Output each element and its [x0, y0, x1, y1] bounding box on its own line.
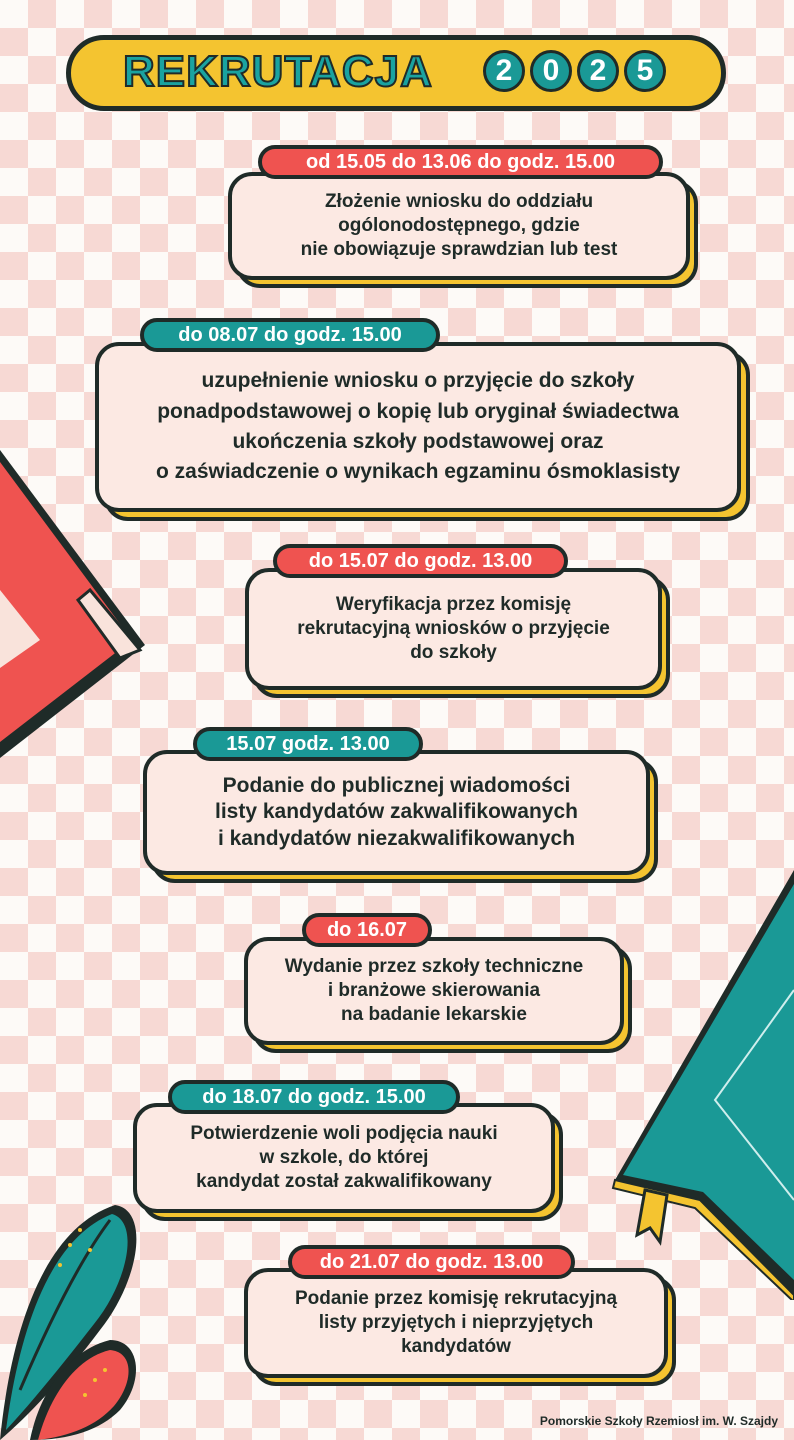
event-5 — [244, 937, 632, 1055]
event-6 — [133, 1103, 563, 1223]
event-description: Wydanie przez szkoły techniczne i branżowe skierowania na badanie lekarskie — [244, 937, 624, 1045]
year-digit: 0 — [530, 50, 572, 92]
event-description: Potwierdzenie woli podjęcia nauki w szkole, do której kandydat został zakwalifikowany — [133, 1103, 555, 1213]
event-description: uzupełnienie wniosku o przyjęcie do szkoły ponadpodstawowej o kopię lub oryginał świadectwa ukończenia szkoły podstawowej oraz o zaświadczenie o wynikach egzaminu ósmoklasisty — [95, 342, 741, 512]
event-1 — [228, 172, 698, 290]
event-4 — [143, 750, 658, 885]
header-banner — [66, 35, 726, 111]
year-badge — [483, 50, 666, 92]
event-date-badge: do 08.07 do godz. 15.00 — [140, 318, 440, 352]
event-3 — [245, 568, 670, 700]
event-date-badge: 15.07 godz. 13.00 — [193, 727, 423, 761]
footer-credit: Pomorskie Szkoły Rzemiosł im. W. Szajdy — [539, 1414, 778, 1428]
event-description: Weryfikacja przez komisję rekrutacyjną wniosków o przyjęcie do szkoły — [245, 568, 662, 690]
event-date-badge: do 15.07 do godz. 13.00 — [273, 544, 568, 578]
year-digit: 5 — [624, 50, 666, 92]
event-date-badge: od 15.05 do 13.06 do godz. 15.00 — [258, 145, 663, 179]
leaves-illustration — [0, 1190, 160, 1440]
header-title: REKRUTACJA — [123, 47, 433, 96]
event-description: Podanie do publicznej wiadomości listy kandydatów zakwalifikowanych i kandydatów niezakwalifikowanych — [143, 750, 650, 875]
year-digit: 2 — [577, 50, 619, 92]
event-date-badge: do 18.07 do godz. 15.00 — [168, 1080, 460, 1114]
year-digit: 2 — [483, 50, 525, 92]
event-description: Złożenie wniosku do oddziału ogólonodostępnego, gdzie nie obowiązuje sprawdzian lub test — [228, 172, 690, 280]
event-2 — [95, 342, 750, 522]
teal-book-illustration — [605, 870, 794, 1300]
event-date-badge: do 16.07 — [302, 913, 432, 947]
event-7 — [244, 1268, 676, 1388]
event-date-badge: do 21.07 do godz. 13.00 — [288, 1245, 575, 1279]
event-description: Podanie przez komisję rekrutacyjną listy przyjętych i nieprzyjętych kandydatów — [244, 1268, 668, 1378]
